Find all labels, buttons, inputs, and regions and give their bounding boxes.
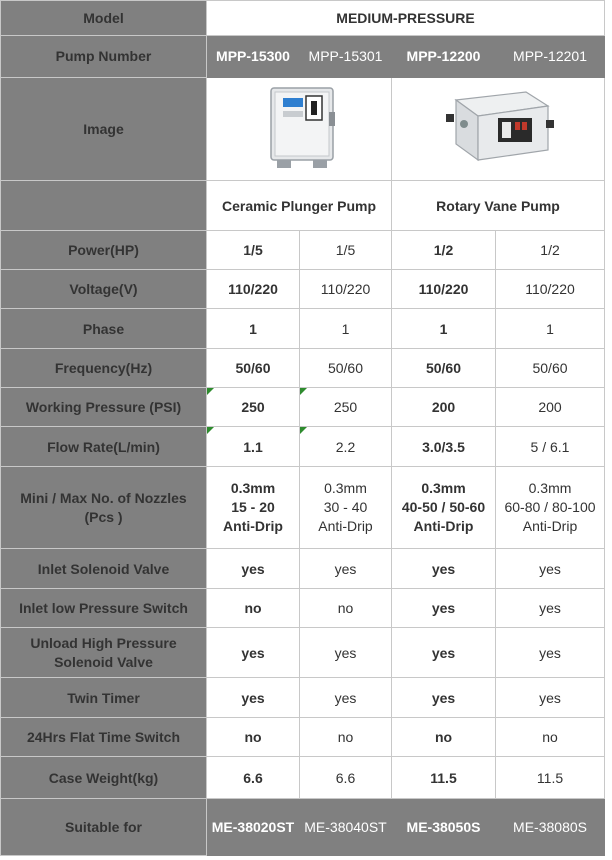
working-pressure-3: 200: [392, 388, 496, 427]
voltage-row: [1, 270, 605, 309]
power-row: [1, 230, 605, 269]
frequency-4: 50/60: [496, 348, 605, 387]
suitable-row: [1, 799, 605, 856]
frequency-row: [1, 348, 605, 387]
ceramic-pump-image: [249, 84, 349, 174]
phase-1: 1: [207, 309, 300, 348]
case-weight-label: Case Weight(kg): [1, 757, 207, 799]
nozzle-count: 60-80 / 80-100: [504, 499, 596, 516]
unload-valve-4: yes: [496, 628, 605, 678]
flow-rate-3: 3.0/3.5: [392, 427, 496, 466]
nozzle-type: Anti-Drip: [522, 518, 578, 535]
image-label: Image: [1, 77, 207, 181]
unload-label-line-1: Unload High Pressure: [30, 634, 177, 651]
suitable-3: ME-38050S: [392, 799, 496, 856]
nozzle-type: Anti-Drip: [318, 518, 373, 535]
rotary-pump-image-cell: [392, 77, 605, 181]
inlet-valve-label: Inlet Solenoid Valve: [1, 549, 207, 588]
power-3: 1/2: [392, 230, 496, 269]
inlet-valve-2: yes: [300, 549, 392, 588]
nozzles-3: [392, 466, 496, 549]
inlet-valve-3: yes: [392, 549, 496, 588]
inlet-switch-1: no: [207, 588, 300, 627]
nozzles-label-line-2: (Pcs ): [84, 508, 123, 525]
twin-timer-3: yes: [392, 678, 496, 717]
ceramic-pump-image-cell: [207, 77, 392, 181]
nozzles-4: [496, 466, 605, 549]
phase-label: Phase: [1, 309, 207, 348]
flow-rate-1: 1.1: [207, 427, 300, 466]
case-weight-3: 11.5: [392, 757, 496, 799]
pump-type-label: [1, 181, 207, 230]
pump-number-2: MPP-15301: [300, 36, 392, 77]
nozzles-label: [1, 466, 207, 549]
nozzle-count: 30 - 40: [323, 499, 368, 516]
rotary-pump-image: [438, 84, 558, 174]
nozzle-size: 0.3mm: [324, 480, 367, 497]
voltage-4: 110/220: [496, 270, 605, 309]
inlet-switch-label: Inlet low Pressure Switch: [1, 588, 207, 627]
voltage-label: Voltage(V): [1, 270, 207, 309]
power-1: 1/5: [207, 230, 300, 269]
working-pressure-row: [1, 388, 605, 427]
frequency-1: 50/60: [207, 348, 300, 387]
pump-number-3: MPP-12200: [392, 36, 496, 77]
pump-number-label: Pump Number: [1, 36, 207, 77]
pump-number-4: MPP-12201: [496, 36, 605, 77]
unload-label-line-2: Solenoid Valve: [54, 653, 153, 670]
twin-timer-2: yes: [300, 678, 392, 717]
suitable-1: ME-38020ST: [207, 799, 300, 856]
twin-timer-label: Twin Timer: [1, 678, 207, 717]
flat-time-label: 24Hrs Flat Time Switch: [1, 717, 207, 756]
voltage-1: 110/220: [207, 270, 300, 309]
case-weight-row: [1, 757, 605, 799]
flat-time-3: no: [392, 717, 496, 756]
unload-valve-row: [1, 628, 605, 678]
model-label: Model: [1, 1, 207, 36]
pump-number-1: MPP-15300: [207, 36, 300, 77]
unload-valve-2: yes: [300, 628, 392, 678]
twin-timer-row: [1, 678, 605, 717]
flow-rate-2: 2.2: [300, 427, 392, 466]
rotary-pump-type: Rotary Vane Pump: [392, 181, 605, 230]
phase-4: 1: [496, 309, 605, 348]
unload-valve-label: [1, 628, 207, 678]
power-2: 1/5: [300, 230, 392, 269]
nozzle-size: 0.3mm: [421, 480, 466, 497]
working-pressure-4: 200: [496, 388, 605, 427]
voltage-2: 110/220: [300, 270, 392, 309]
inlet-switch-row: [1, 588, 605, 627]
nozzles-row: [1, 466, 605, 549]
model-row: [1, 1, 605, 36]
flow-rate-row: [1, 427, 605, 466]
case-weight-1: 6.6: [207, 757, 300, 799]
phase-2: 1: [300, 309, 392, 348]
working-pressure-1: 250: [207, 388, 300, 427]
case-weight-4: 11.5: [496, 757, 605, 799]
flow-rate-label: Flow Rate(L/min): [1, 427, 207, 466]
inlet-switch-3: yes: [392, 588, 496, 627]
inlet-switch-2: no: [300, 588, 392, 627]
frequency-3: 50/60: [392, 348, 496, 387]
flat-time-row: [1, 717, 605, 756]
ceramic-pump-type: Ceramic Plunger Pump: [207, 181, 392, 230]
flat-time-1: no: [207, 717, 300, 756]
power-label: Power(HP): [1, 230, 207, 269]
suitable-2: ME-38040ST: [300, 799, 392, 856]
inlet-valve-row: [1, 549, 605, 588]
flow-rate-4: 5 / 6.1: [496, 427, 605, 466]
case-weight-2: 6.6: [300, 757, 392, 799]
inlet-valve-1: yes: [207, 549, 300, 588]
inlet-switch-4: yes: [496, 588, 605, 627]
flat-time-2: no: [300, 717, 392, 756]
twin-timer-4: yes: [496, 678, 605, 717]
phase-row: [1, 309, 605, 348]
phase-3: 1: [392, 309, 496, 348]
pump-number-row: [1, 36, 605, 77]
series-title: MEDIUM-PRESSURE: [207, 1, 605, 36]
suitable-label: Suitable for: [1, 799, 207, 856]
nozzle-count: 15 - 20: [231, 499, 275, 516]
voltage-3: 110/220: [392, 270, 496, 309]
nozzle-size: 0.3mm: [528, 480, 572, 497]
image-row: [1, 77, 605, 181]
unload-valve-3: yes: [392, 628, 496, 678]
frequency-2: 50/60: [300, 348, 392, 387]
unload-valve-1: yes: [207, 628, 300, 678]
nozzle-count: 40-50 / 50-60: [401, 499, 486, 516]
suitable-4: ME-38080S: [496, 799, 605, 856]
nozzle-size: 0.3mm: [230, 480, 276, 497]
twin-timer-1: yes: [207, 678, 300, 717]
flat-time-4: no: [496, 717, 605, 756]
nozzles-label-line-1: Mini / Max No. of Nozzles: [20, 489, 187, 506]
nozzles-2: [300, 466, 392, 549]
frequency-label: Frequency(Hz): [1, 348, 207, 387]
nozzles-1: [207, 466, 300, 549]
pump-type-row: [1, 181, 605, 230]
working-pressure-label: Working Pressure (PSI): [1, 388, 207, 427]
nozzle-type: Anti-Drip: [223, 518, 283, 535]
inlet-valve-4: yes: [496, 549, 605, 588]
nozzle-type: Anti-Drip: [413, 518, 474, 535]
working-pressure-2: 250: [300, 388, 392, 427]
power-4: 1/2: [496, 230, 605, 269]
